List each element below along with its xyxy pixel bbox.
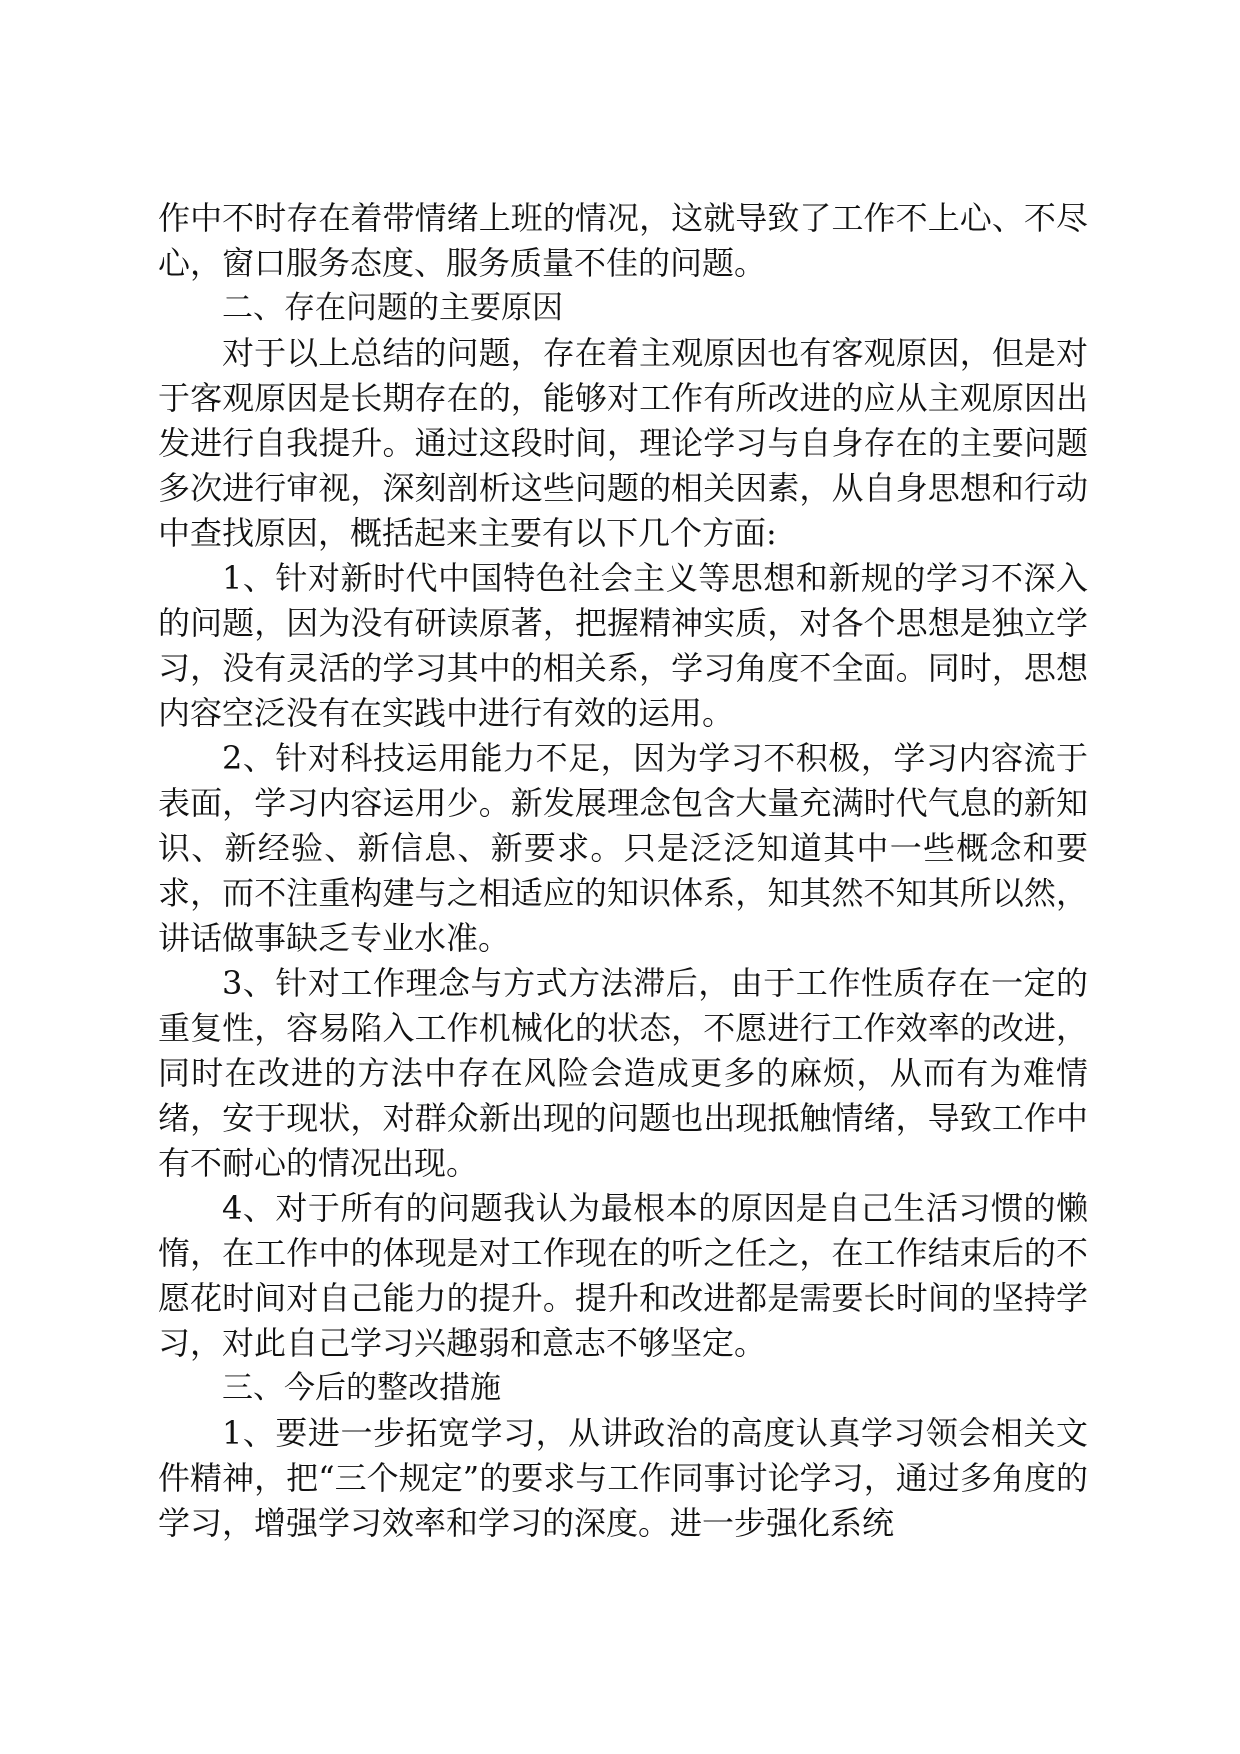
paragraph-cause-1: 1、针对新时代中国特色社会主义等思想和新规的学习不深入的问题，因为没有研读原著，把握精神实质，对各个思想是独立学习，没有灵活的学习其中的相关系，学习角度不全面。同时，思想内容空泛没有在实践中进行有效的运用。 [158, 559, 1088, 732]
paragraph-measure-1: 1、要进一步拓宽学习，从讲政治的高度认真学习领会相关文件精神，把“三个规定”的要求与工作同事讨论学习，通过多角度的学习，增强学习效率和学习的深度。进一步强化系统 [158, 1414, 1088, 1542]
paragraph-continuation: 作中不时存在着带情绪上班的情况，这就导致了工作不上心、不尽心，窗口服务态度、服务质量不佳的问题。 [158, 199, 1088, 282]
section-heading-rectification-measures: 三、今后的整改措施 [222, 1370, 501, 1406]
section-heading-main-causes: 二、存在问题的主要原因 [222, 290, 563, 326]
paragraph-causes-intro: 对于以上总结的问题，存在着主观原因也有客观原因，但是对于客观原因是长期存在的，能够对工作有所改进的应从主观原因出发进行自我提升。通过这段时间，理论学习与自身存在的主要问题多次进行审视，深刻剖析这些问题的相关因素，从自身思想和行动中查找原因，概括起来主要有以下几个方面: [158, 334, 1088, 552]
paragraph-cause-4: 4、对于所有的问题我认为最根本的原因是自己生活习惯的懒惰，在工作中的体现是对工作现在的听之任之，在工作结束后的不愿花时间对自己能力的提升。提升和改进都是需要长时间的坚持学习，对此自己学习兴趣弱和意志不够坚定。 [158, 1189, 1088, 1362]
paragraph-cause-2: 2、针对科技运用能力不足，因为学习不积极，学习内容流于表面，学习内容运用少。新发展理念包含大量充满时代气息的新知识、新经验、新信息、新要求。只是泛泛知道其中一些概念和要求，而不注重构建与之相适应的知识体系，知其然不知其所以然，讲话做事缺乏专业水准。 [158, 739, 1088, 957]
paragraph-cause-3: 3、针对工作理念与方式方法滞后，由于工作性质存在一定的重复性，容易陷入工作机械化的状态，不愿进行工作效率的改进，同时在改进的方法中存在风险会造成更多的麻烦，从而有为难情绪，安于现状，对群众新出现的问题也出现抵触情绪，导致工作中有不耐心的情况出现。 [158, 964, 1088, 1182]
document-body [158, 196, 1088, 1546]
